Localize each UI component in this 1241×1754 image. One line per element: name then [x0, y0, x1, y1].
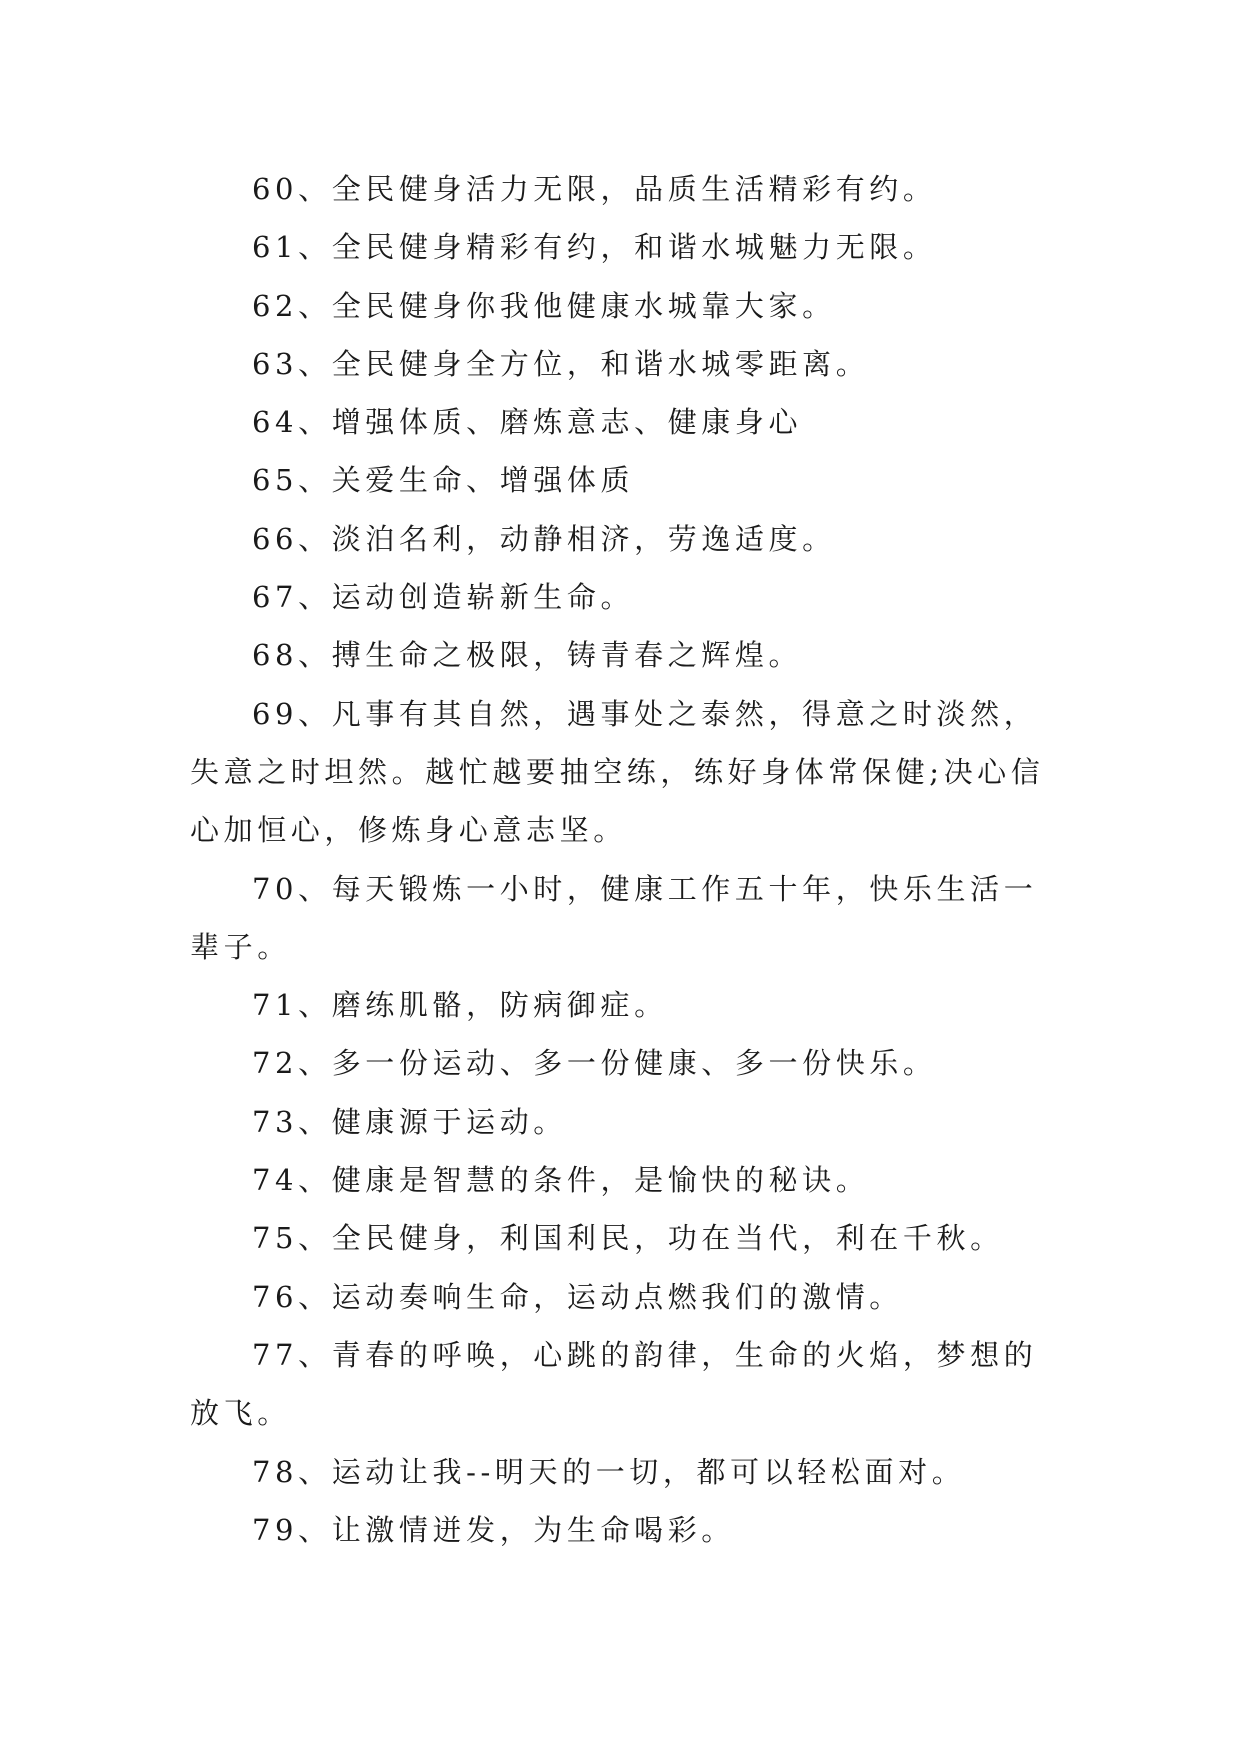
slogan-76: 76、运动奏响生命，运动点燃我们的激情。 — [252, 1279, 903, 1314]
slogan-69: 69、凡事有其自然，遇事处之泰然，得意之时淡然，失意之时坦然。越忙越要抽空练，练好身体常保健;决心信心加恒心，修炼身心意志坚。 — [190, 696, 1045, 848]
slogan-72: 72、多一份运动、多一份健康、多一份快乐。 — [252, 1046, 937, 1081]
slogan-74: 74、健康是智慧的条件，是愉快的秘诀。 — [252, 1163, 870, 1198]
slogan-70: 70、每天锻炼一小时，健康工作五十年，快乐生活一辈子。 — [190, 871, 1038, 964]
slogan-60: 60、全民健身活力无限，品质生活精彩有约。 — [252, 172, 937, 206]
slogan-68: 68、搏生命之极限，铸青春之辉煌。 — [252, 638, 803, 673]
slogan-73: 73、健康源于运动。 — [252, 1104, 567, 1139]
slogan-63: 63、全民健身全方位，和谐水城零距离。 — [252, 346, 870, 381]
slogan-71: 71、磨练肌骼，防病御症。 — [252, 988, 668, 1023]
slogan-64: 64、增强体质、磨炼意志、健康身心 — [252, 405, 803, 440]
slogan-67: 67、运动创造崭新生命。 — [252, 580, 635, 615]
slogan-62: 62、全民健身你我他健康水城靠大家。 — [252, 288, 836, 323]
slogan-65: 65、关爱生命、增强体质 — [252, 463, 635, 498]
slogan-75: 75、全民健身，利国利民，功在当代，利在千秋。 — [252, 1221, 1004, 1256]
slogan-79: 79、让激情迸发，为生命喝彩。 — [252, 1512, 735, 1547]
slogan-77: 77、青春的呼唤，心跳的韵律，生命的火焰，梦想的放飞。 — [190, 1337, 1038, 1431]
slogan-78: 78、运动让我--明天的一切，都可以轻松面对。 — [252, 1454, 966, 1489]
slogan-61: 61、全民健身精彩有约，和谐水城魅力无限。 — [252, 230, 937, 265]
slogan-66: 66、淡泊名利，动静相济，劳逸适度。 — [252, 521, 836, 556]
document-page — [190, 160, 1050, 1559]
